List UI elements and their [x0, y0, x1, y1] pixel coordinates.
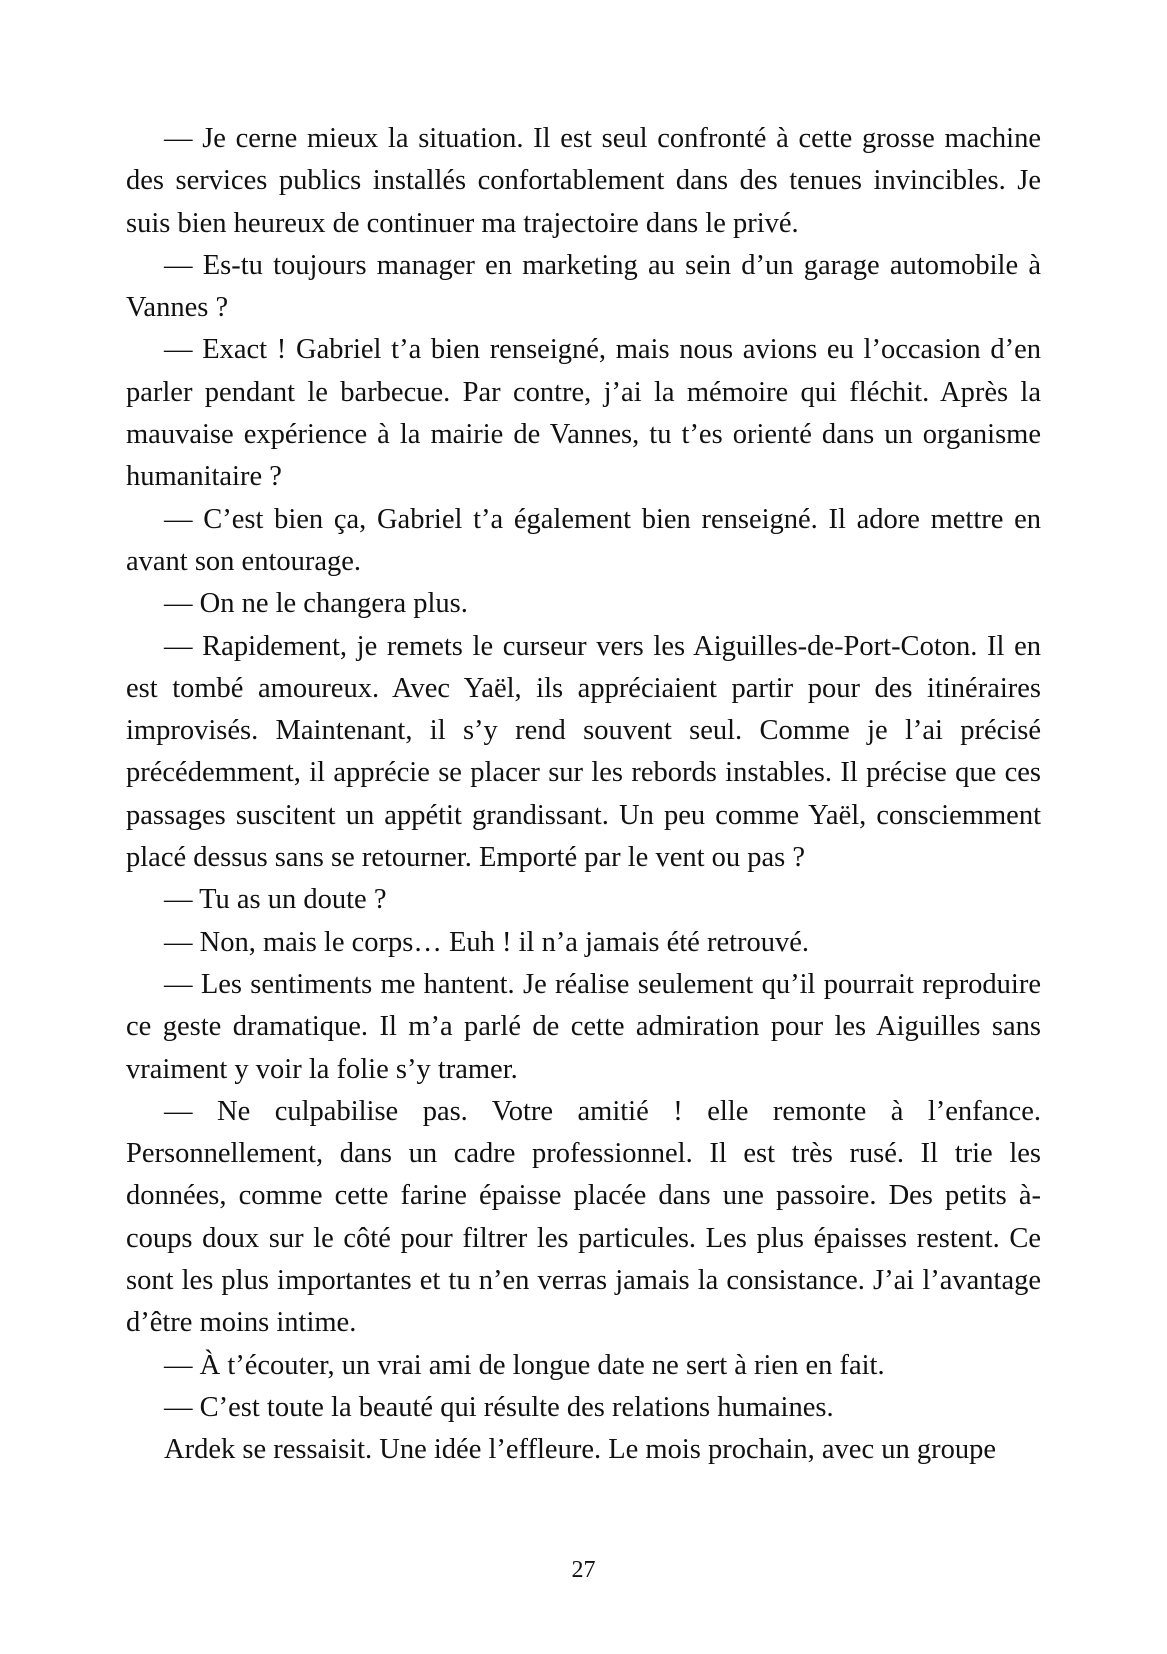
- paragraph-3: — Exact ! Gabriel t’a bien renseigné, mais nous avions eu l’occasion d’en parler pendant le barbecue. Par contre, j’ai la mémoire qui fléchit. Après la mauvaise expérience à la mairie de Vannes, tu t’es orienté dans un organisme humanitaire ?: [126, 334, 1041, 493]
- paragraph-7: — Tu as un doute ?: [164, 884, 387, 916]
- paragraph-6: — Rapidement, je remets le curseur vers les Aiguilles-de-Port-Coton. Il en est tombé amoureux. Avec Yaël, ils appréciaient partir pour des itinéraires improvisés. Maintenant, il s’y rend souvent seul. Comme je l’ai précisé précédemment, il apprécie se placer sur les rebords instables. Il précise que ces passages suscitent un appétit grandissant. Un peu comme Yaël, consciemment placé dessus sans se retourner. Emporté par le vent ou pas ?: [126, 630, 1041, 874]
- page-number: 27: [571, 1557, 596, 1583]
- paragraph-2: — Es-tu toujours manager en marketing au sein d’un garage automobile à Vannes ?: [126, 249, 1041, 324]
- paragraph-13: Ardek se ressaisit. Une idée l’effleure. Le mois prochain, avec un groupe: [164, 1434, 996, 1466]
- paragraph-11: — À t’écouter, un vrai ami de longue date ne sert à rien en fait.: [164, 1349, 885, 1381]
- paragraph-1: — Je cerne mieux la situation. Il est seul confronté à cette grosse machine des services publics installés confortablement dans des tenues invincibles. Je suis bien heureux de continuer ma trajectoire dans le privé.: [126, 123, 1041, 239]
- paragraph-4: — C’est bien ça, Gabriel t’a également bien renseigné. Il adore mettre en avant son entourage.: [126, 503, 1041, 577]
- page-body: [126, 118, 1041, 1472]
- paragraph-9: — Les sentiments me hantent. Je réalise seulement qu’il pourrait reproduire ce geste dramatique. Il m’a parlé de cette admiration pour les Aiguilles sans vraiment y voir la folie s’y tramer.: [126, 968, 1041, 1085]
- paragraph-10: — Ne culpabilise pas. Votre amitié ! elle remonte à l’enfance. Personnellement, dans un cadre professionnel. Il est très rusé. Il trie les données, comme cette farine épaisse placée dans une passoire. Des petits à-coups doux sur le côté pour filtrer les particules. Les plus épaisses restent. Ce sont les plus importantes et tu n’en verras jamais la consistance. J’ai l’avantage d’être moins intime.: [126, 1095, 1041, 1339]
- paragraph-8: — Non, mais le corps… Euh ! il n’a jamais été retrouvé.: [164, 926, 810, 958]
- paragraph-5: — On ne le changera plus.: [164, 588, 468, 620]
- paragraph-12: — C’est toute la beauté qui résulte des relations humaines.: [164, 1391, 834, 1423]
